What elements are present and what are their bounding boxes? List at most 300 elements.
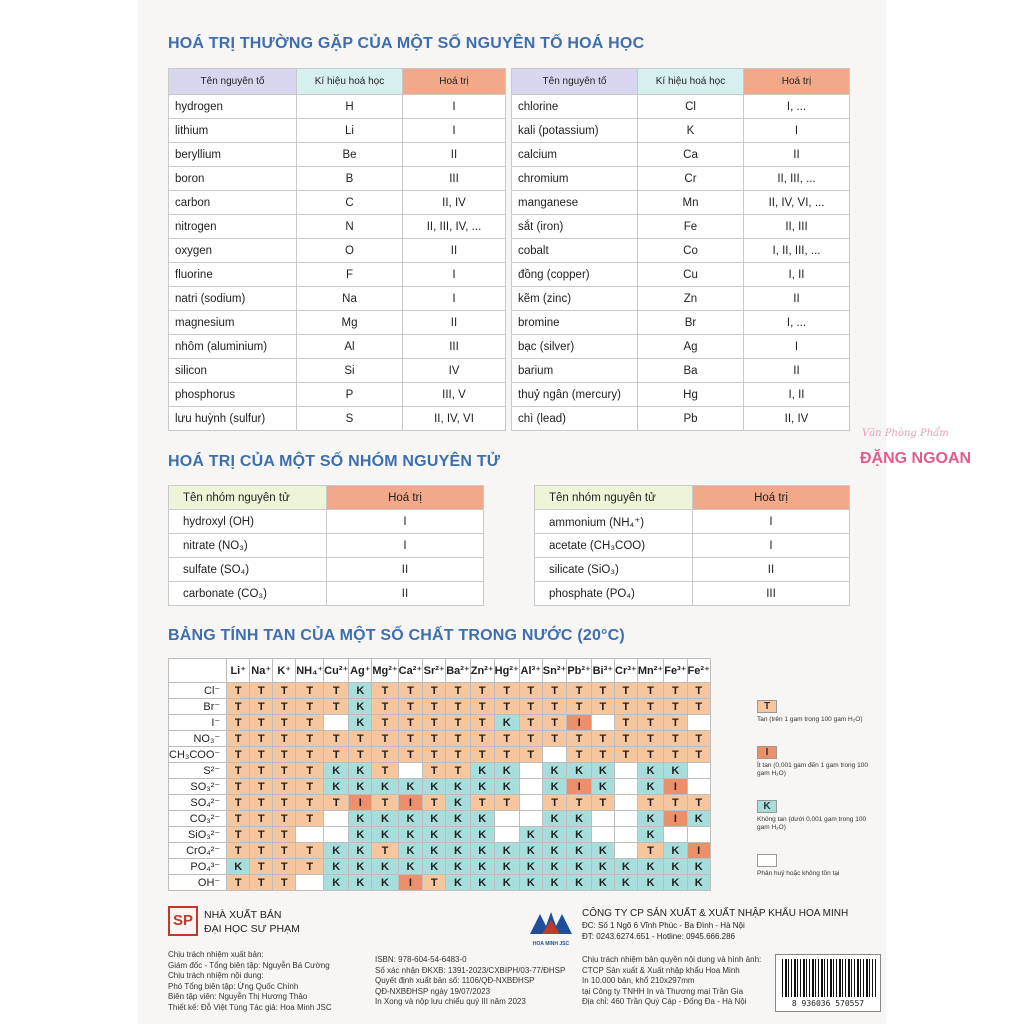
solubility-row	[169, 859, 711, 875]
solubility-cell: K	[470, 763, 494, 779]
solubility-cell: K	[470, 779, 494, 795]
solubility-cell: I	[398, 795, 423, 811]
solubility-cell: T	[637, 715, 663, 731]
group-row	[169, 510, 484, 534]
element-name: nitrogen	[169, 215, 297, 239]
element-row	[512, 335, 850, 359]
element-row	[169, 143, 506, 167]
solubility-cell: T	[687, 731, 710, 747]
element-name: phosphorus	[169, 383, 297, 407]
solubility-cell: K	[446, 795, 471, 811]
group-valence: II	[327, 582, 484, 606]
group-name: hydroxyl (OH)	[169, 510, 327, 534]
cation-header: Mg²⁺	[372, 659, 398, 683]
solubility-cell: K	[637, 811, 663, 827]
element-row	[169, 407, 506, 431]
element-row	[512, 143, 850, 167]
element-row	[169, 311, 506, 335]
footer-line: Thiết kế: Đỗ Việt Tùng Tác giả: Hoa Minh JSC	[168, 1002, 332, 1012]
element-name: manganese	[512, 191, 638, 215]
solubility-cell: K	[398, 779, 423, 795]
element-symbol: Al	[297, 335, 403, 359]
solubility-cell: T	[227, 731, 250, 747]
solubility-cell: K	[637, 779, 663, 795]
element-valence: I	[403, 287, 506, 311]
element-valence-table-left	[168, 68, 506, 431]
element-name: natri (sodium)	[169, 287, 297, 311]
group-valence: II	[327, 558, 484, 582]
footer-line: tại Công ty TNHH In và Thương mại Trần Gia	[582, 986, 744, 996]
group-row	[169, 558, 484, 582]
element-valence: I, II	[744, 263, 850, 287]
element-valence: II	[744, 143, 850, 167]
solubility-corner	[169, 659, 227, 683]
group-name: silicate (SiO₃)	[535, 558, 693, 582]
solubility-cell: T	[227, 827, 250, 843]
solubility-cell: T	[296, 843, 324, 859]
solubility-cell: K	[664, 763, 687, 779]
element-name: magnesium	[169, 311, 297, 335]
solubility-cell: T	[470, 699, 494, 715]
solubility-cell: K	[227, 859, 250, 875]
hoa-minh-logo-icon	[528, 908, 574, 936]
anion-header: SO₄²⁻	[169, 795, 227, 811]
solubility-cell: T	[423, 731, 446, 747]
solubility-cell: T	[273, 811, 296, 827]
col-header-group-name: Tên nhóm nguyên tử	[169, 486, 327, 510]
solubility-cell: T	[227, 699, 250, 715]
solubility-cell: T	[494, 731, 519, 747]
solubility-cell: T	[664, 747, 687, 763]
solubility-cell: T	[296, 859, 324, 875]
watermark-script: Văn Phòng Phẩm	[862, 428, 949, 439]
solubility-cell: K	[470, 843, 494, 859]
solubility-cell: T	[273, 683, 296, 699]
element-name: lithium	[169, 119, 297, 143]
solubility-row	[169, 763, 711, 779]
solubility-cell: T	[542, 699, 567, 715]
element-row	[512, 191, 850, 215]
solubility-cell	[519, 779, 542, 795]
solubility-row	[169, 811, 711, 827]
solubility-cell: T	[227, 779, 250, 795]
solubility-cell: T	[664, 795, 687, 811]
company-address: ĐC: Số 1 Ngõ 6 Vĩnh Phúc - Ba Đình - Hà Nội	[582, 921, 745, 930]
solubility-cell: K	[567, 859, 592, 875]
solubility-cell: T	[398, 747, 423, 763]
solubility-cell: T	[324, 795, 349, 811]
group-valence: I	[693, 534, 850, 558]
solubility-cell: K	[542, 875, 567, 891]
solubility-cell	[519, 795, 542, 811]
group-valence: I	[693, 510, 850, 534]
cation-header: Na⁺	[250, 659, 273, 683]
element-symbol: Ba	[638, 359, 744, 383]
solubility-cell: K	[324, 779, 349, 795]
group-row	[535, 582, 850, 606]
solubility-cell: T	[250, 875, 273, 891]
element-symbol: F	[297, 263, 403, 287]
solubility-cell: T	[273, 731, 296, 747]
element-row	[169, 383, 506, 407]
solubility-cell: T	[470, 683, 494, 699]
solubility-cell: K	[349, 827, 372, 843]
solubility-cell: T	[664, 731, 687, 747]
solubility-cell: K	[446, 827, 471, 843]
solubility-cell: T	[349, 731, 372, 747]
cation-header: Mn²⁺	[637, 659, 663, 683]
solubility-cell: T	[519, 747, 542, 763]
footer-line: Phó Tổng biên tập: Ừng Quốc Chính	[168, 981, 299, 991]
element-row	[512, 383, 850, 407]
solubility-cell: K	[494, 859, 519, 875]
solubility-cell: T	[446, 715, 471, 731]
solubility-cell: T	[494, 683, 519, 699]
solubility-cell: T	[519, 731, 542, 747]
solubility-row	[169, 747, 711, 763]
solubility-cell: T	[273, 859, 296, 875]
solubility-cell: K	[349, 763, 372, 779]
solubility-cell: T	[227, 683, 250, 699]
footer-copyright	[582, 955, 761, 1008]
element-name: carbon	[169, 191, 297, 215]
solubility-cell: K	[470, 859, 494, 875]
company-block	[582, 908, 848, 942]
cation-header: Fe²⁺	[687, 659, 710, 683]
element-name: kẽm (zinc)	[512, 287, 638, 311]
solubility-cell: I	[349, 795, 372, 811]
solubility-cell: T	[591, 731, 614, 747]
solubility-cell: T	[372, 747, 398, 763]
element-valence: I, II	[744, 383, 850, 407]
element-valence: II, IV, VI, ...	[744, 191, 850, 215]
element-symbol: Cu	[638, 263, 744, 287]
element-symbol: Li	[297, 119, 403, 143]
element-row	[512, 239, 850, 263]
element-valence: II	[403, 143, 506, 167]
solubility-cell	[687, 763, 710, 779]
element-row	[512, 119, 850, 143]
solubility-cell: I	[664, 779, 687, 795]
solubility-cell: K	[614, 875, 637, 891]
col-header-valence: Hoá trị	[327, 486, 484, 510]
solubility-cell: T	[423, 747, 446, 763]
solubility-cell: T	[273, 715, 296, 731]
element-valence: III	[403, 167, 506, 191]
element-valence: II	[403, 239, 506, 263]
solubility-cell: K	[519, 859, 542, 875]
element-row	[512, 167, 850, 191]
element-row	[512, 407, 850, 431]
solubility-cell: T	[470, 731, 494, 747]
solubility-cell: K	[324, 763, 349, 779]
solubility-cell: T	[614, 731, 637, 747]
element-row	[512, 95, 850, 119]
element-valence: II	[403, 311, 506, 335]
solubility-cell	[296, 875, 324, 891]
solubility-cell: T	[273, 827, 296, 843]
solubility-cell: T	[250, 843, 273, 859]
solubility-cell: T	[637, 731, 663, 747]
solubility-cell: K	[567, 763, 592, 779]
element-name: lưu huỳnh (sulfur)	[169, 407, 297, 431]
solubility-cell: T	[273, 843, 296, 859]
solubility-cell: T	[349, 747, 372, 763]
group-name: ammonium (NH₄⁺)	[535, 510, 693, 534]
element-symbol: Na	[297, 287, 403, 311]
solubility-cell: I	[398, 875, 423, 891]
group-name: nitrate (NO₃)	[169, 534, 327, 558]
solubility-cell: T	[614, 683, 637, 699]
solubility-cell: T	[591, 683, 614, 699]
element-valence: I	[403, 119, 506, 143]
solubility-cell: T	[423, 683, 446, 699]
anion-header: CrO₄²⁻	[169, 843, 227, 859]
element-valence: II, III, ...	[744, 167, 850, 191]
footer-credits	[168, 950, 332, 1013]
solubility-cell: T	[398, 683, 423, 699]
solubility-cell	[398, 763, 423, 779]
solubility-cell	[614, 811, 637, 827]
company-name: CÔNG TY CP SẢN XUẤT & XUẤT NHẬP KHẨU HOA MINH	[582, 908, 849, 919]
solubility-cell: T	[567, 699, 592, 715]
solubility-cell: K	[423, 843, 446, 859]
solubility-cell: T	[423, 875, 446, 891]
element-row	[512, 359, 850, 383]
solubility-cell: I	[567, 779, 592, 795]
solubility-cell: K	[423, 859, 446, 875]
solubility-cell: T	[637, 843, 663, 859]
element-name: kali (potassium)	[512, 119, 638, 143]
anion-header: SiO₃²⁻	[169, 827, 227, 843]
cation-header: Bi³⁺	[591, 659, 614, 683]
footer-publication-info	[375, 955, 565, 1008]
legend-text: Tan (trên 1 gam trong 100 gam H₂O)	[757, 716, 863, 723]
solubility-cell: T	[296, 779, 324, 795]
element-symbol: C	[297, 191, 403, 215]
element-valence: II, IV, VI	[403, 407, 506, 431]
solubility-cell: K	[567, 843, 592, 859]
solubility-cell: K	[519, 827, 542, 843]
publisher-line2: ĐẠI HỌC SƯ PHẠM	[204, 923, 300, 935]
element-symbol: S	[297, 407, 403, 431]
solubility-cell: T	[687, 795, 710, 811]
element-name: fluorine	[169, 263, 297, 287]
element-name: chì (lead)	[512, 407, 638, 431]
cation-header: Ba²⁺	[446, 659, 471, 683]
element-valence: IV	[403, 359, 506, 383]
solubility-cell: T	[446, 683, 471, 699]
anion-header: NO₃⁻	[169, 731, 227, 747]
element-symbol: Zn	[638, 287, 744, 311]
solubility-cell: T	[519, 699, 542, 715]
solubility-cell: K	[494, 779, 519, 795]
element-valence-table-right	[511, 68, 850, 431]
solubility-cell: T	[591, 747, 614, 763]
solubility-cell: T	[324, 699, 349, 715]
element-symbol: P	[297, 383, 403, 407]
cation-header: Sn²⁺	[542, 659, 567, 683]
solubility-cell: K	[542, 859, 567, 875]
anion-header: CH₃COO⁻	[169, 747, 227, 763]
legend-item	[757, 700, 877, 724]
solubility-cell: K	[470, 811, 494, 827]
solubility-cell	[687, 779, 710, 795]
solubility-cell	[324, 811, 349, 827]
element-row	[169, 119, 506, 143]
solubility-cell: T	[227, 763, 250, 779]
cation-header: Pb²⁺	[567, 659, 592, 683]
solubility-cell	[614, 795, 637, 811]
cation-header: Al³⁺	[519, 659, 542, 683]
section-title-valence-groups: HOÁ TRỊ CỦA MỘT SỐ NHÓM NGUYÊN TỬ	[168, 453, 501, 470]
solubility-cell: K	[398, 827, 423, 843]
solubility-table	[168, 658, 711, 891]
solubility-cell: T	[614, 747, 637, 763]
solubility-cell	[591, 715, 614, 731]
group-row	[169, 534, 484, 558]
solubility-cell	[687, 827, 710, 843]
solubility-cell: T	[296, 747, 324, 763]
anion-header: PO₄³⁻	[169, 859, 227, 875]
solubility-cell: T	[398, 715, 423, 731]
element-name: beryllium	[169, 143, 297, 167]
solubility-cell: T	[446, 763, 471, 779]
footer-line: CTCP Sản xuất & Xuất nhập khẩu Hoa Minh	[582, 965, 740, 975]
group-row	[169, 582, 484, 606]
solubility-cell	[296, 827, 324, 843]
publisher-line1: NHÀ XUẤT BẢN	[204, 909, 282, 921]
solubility-cell: K	[567, 875, 592, 891]
element-row	[169, 335, 506, 359]
element-name: oxygen	[169, 239, 297, 263]
solubility-cell: T	[296, 731, 324, 747]
element-valence: II, III, IV, ...	[403, 215, 506, 239]
element-valence: III	[403, 335, 506, 359]
solubility-cell: K	[519, 843, 542, 859]
solubility-cell: K	[372, 811, 398, 827]
solubility-cell: T	[250, 859, 273, 875]
solubility-cell: T	[542, 715, 567, 731]
element-name: nhôm (aluminium)	[169, 335, 297, 359]
element-name: bromine	[512, 311, 638, 335]
barcode	[775, 954, 881, 1012]
legend-swatch: I	[757, 746, 777, 759]
element-valence: II, IV	[403, 191, 506, 215]
solubility-cell: K	[423, 811, 446, 827]
solubility-cell: T	[542, 731, 567, 747]
solubility-cell: T	[250, 683, 273, 699]
col-header-valence: Hoá trị	[693, 486, 850, 510]
element-valence: II	[744, 359, 850, 383]
solubility-row	[169, 715, 711, 731]
footer-line: Quyết định xuất bản số: 1106/QĐ-NXBĐHSP	[375, 976, 535, 985]
element-name: chromium	[512, 167, 638, 191]
solubility-cell: K	[372, 827, 398, 843]
solubility-row	[169, 875, 711, 891]
watermark-name: ĐẶNG NGOAN	[860, 450, 972, 467]
solubility-cell: K	[591, 843, 614, 859]
solubility-cell: T	[273, 699, 296, 715]
footer-line: QĐ-NXBĐHSP ngày 19/07/2023	[375, 986, 491, 996]
solubility-cell: K	[591, 859, 614, 875]
element-symbol: Br	[638, 311, 744, 335]
solubility-cell	[542, 747, 567, 763]
solubility-cell: K	[664, 843, 687, 859]
footer-line: Biên tập viên: Nguyễn Thị Hương Thảo	[168, 992, 308, 1001]
solubility-cell: T	[273, 875, 296, 891]
solubility-cell: T	[372, 731, 398, 747]
cation-header: Ag⁺	[349, 659, 372, 683]
solubility-cell: T	[372, 763, 398, 779]
footer-line: Chịu trách nhiệm nội dung:	[168, 971, 264, 980]
solubility-cell: T	[423, 763, 446, 779]
solubility-cell: K	[470, 827, 494, 843]
solubility-cell: T	[296, 763, 324, 779]
solubility-cell: T	[227, 747, 250, 763]
cation-header: Sr²⁺	[423, 659, 446, 683]
element-valence: III, V	[403, 383, 506, 407]
footer-line: Giám đốc - Tổng biên tập: Nguyễn Bá Cường	[168, 960, 330, 970]
solubility-cell: T	[446, 747, 471, 763]
element-symbol: Be	[297, 143, 403, 167]
solubility-cell: I	[567, 715, 592, 731]
solubility-cell	[324, 827, 349, 843]
solubility-cell: K	[591, 763, 614, 779]
element-name: calcium	[512, 143, 638, 167]
legend-text: Không tan (dưới 0,001 gam trong 100 gam H₂O)	[757, 816, 867, 831]
element-row	[169, 167, 506, 191]
solubility-cell: T	[542, 683, 567, 699]
solubility-cell: T	[446, 731, 471, 747]
solubility-cell: T	[227, 811, 250, 827]
col-header-symbol: Kí hiệu hoá học	[297, 69, 403, 95]
solubility-cell	[591, 811, 614, 827]
element-symbol: B	[297, 167, 403, 191]
solubility-cell: T	[687, 747, 710, 763]
element-row	[169, 287, 506, 311]
element-symbol: Fe	[638, 215, 744, 239]
publisher-name	[204, 908, 300, 936]
solubility-cell	[494, 811, 519, 827]
solubility-cell: K	[349, 683, 372, 699]
cation-header: Cr³⁺	[614, 659, 637, 683]
solubility-cell: T	[637, 747, 663, 763]
col-header-valence: Hoá trị	[744, 69, 850, 95]
solubility-cell: K	[398, 843, 423, 859]
element-name: hydrogen	[169, 95, 297, 119]
solubility-cell: T	[250, 747, 273, 763]
solubility-cell: K	[324, 875, 349, 891]
legend-swatch	[757, 854, 777, 867]
solubility-cell: T	[324, 731, 349, 747]
solubility-cell: T	[273, 779, 296, 795]
solubility-cell: T	[542, 795, 567, 811]
solubility-cell: T	[296, 683, 324, 699]
solubility-cell: T	[446, 699, 471, 715]
solubility-cell	[591, 827, 614, 843]
solubility-cell: K	[687, 875, 710, 891]
element-symbol: Mn	[638, 191, 744, 215]
cation-header: Ca²⁺	[398, 659, 423, 683]
legend-item	[757, 746, 877, 778]
group-valence: I	[327, 510, 484, 534]
col-header-valence: Hoá trị	[403, 69, 506, 95]
solubility-cell	[519, 763, 542, 779]
solubility-row	[169, 779, 711, 795]
solubility-cell: K	[398, 811, 423, 827]
legend-text: Ít tan (0,001 gam đến 1 gam trong 100 gam H₂O)	[757, 762, 868, 777]
